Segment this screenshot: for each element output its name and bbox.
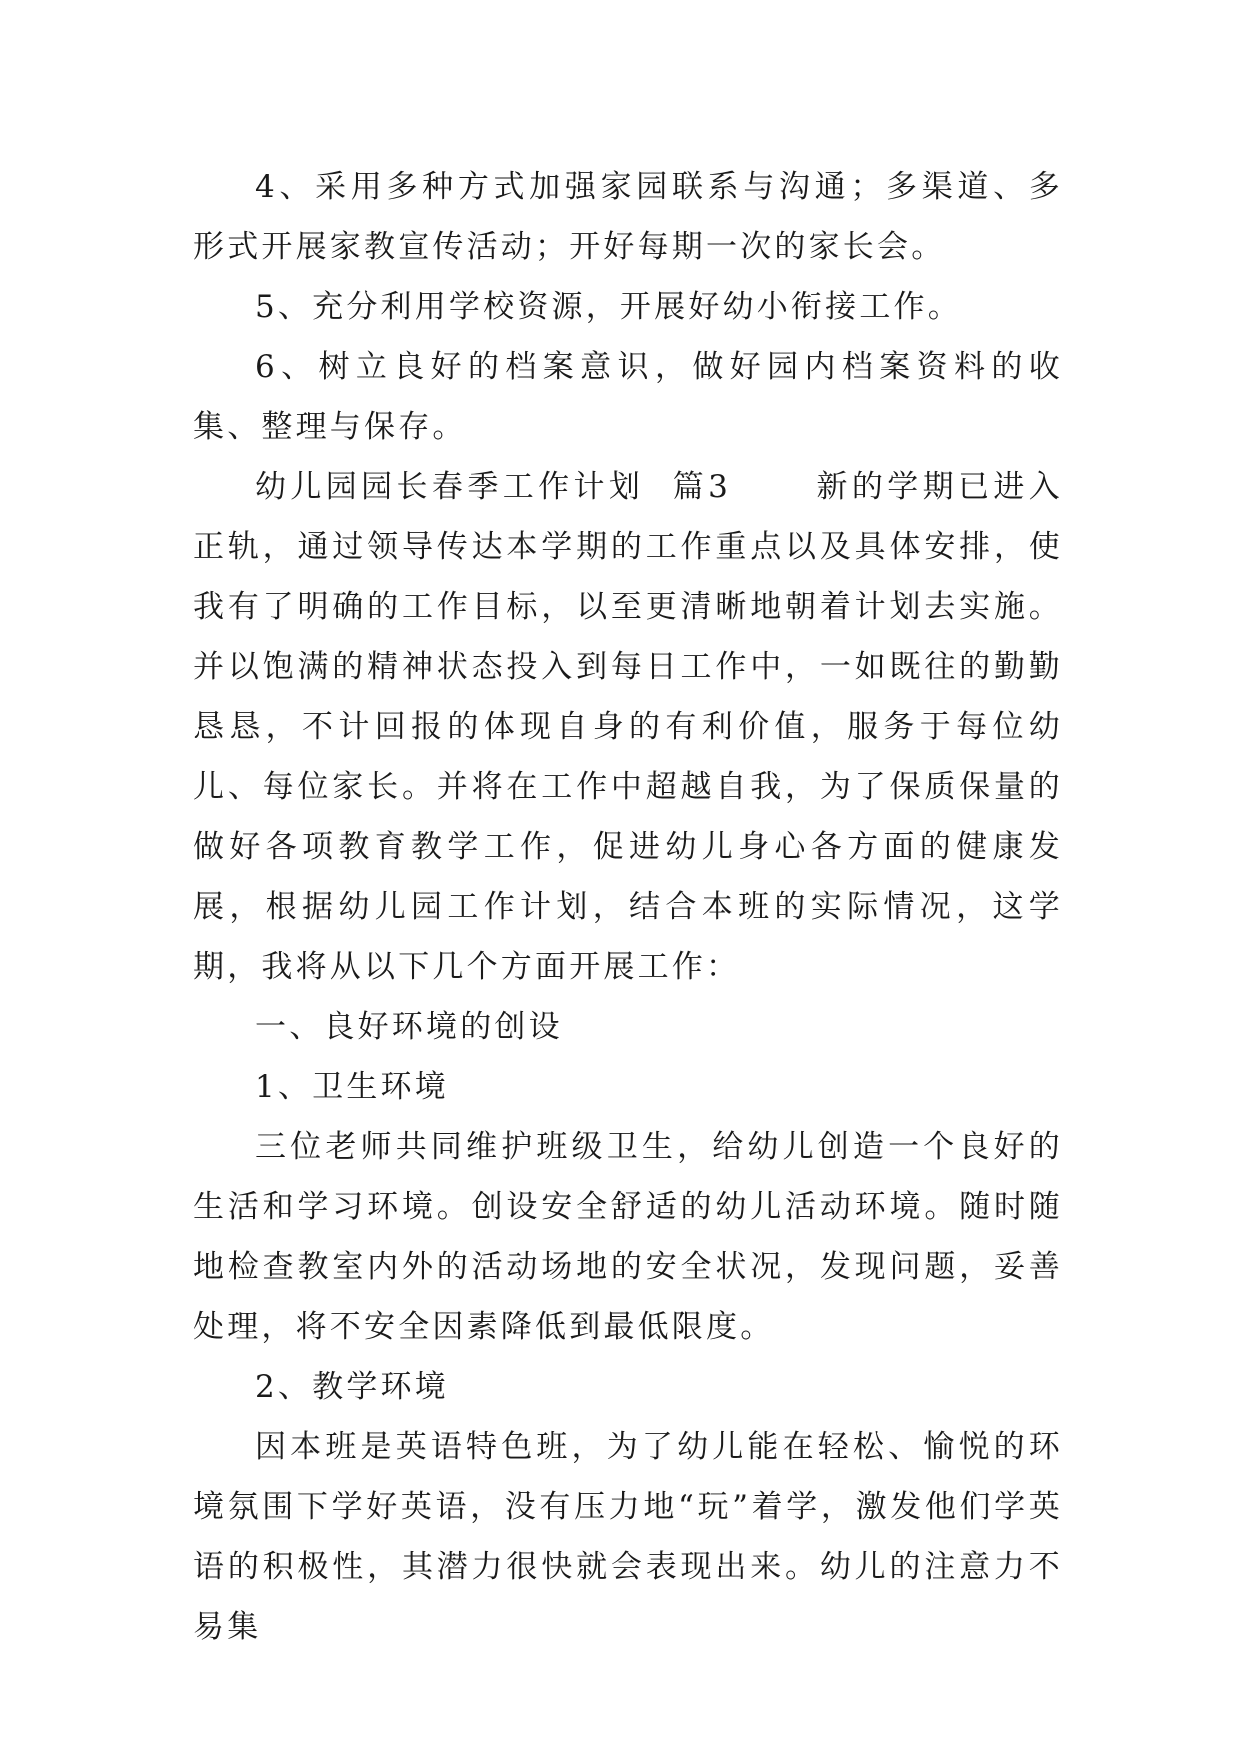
paragraph-item-5: 5、充分利用学校资源，开展好幼小衔接工作。 [255,289,962,325]
heading-environment: 一、良好环境的创设 [255,1009,563,1045]
paragraph-teaching: 因本班是英语特色班，为了幼儿能在轻松、愉悦的环境氛围下学好英语，没有压力地“玩”着学，激发他们学英语的积极性，其潜力很快就会表现出来。幼儿的注意力不易集 [193,1429,1063,1645]
subheading-hygiene: 1、卫生环境 [255,1069,449,1105]
document-page [193,157,1063,1657]
paragraph-item-4: 4、采用多种方式加强家园联系与沟通；多渠道、多形式开展家教宣传活动；开好每期一次的家长会。 [193,169,1063,265]
subheading-teaching: 2、教学环境 [255,1369,449,1405]
paragraph-hygiene: 三位老师共同维护班级卫生，给幼儿创造一个良好的生活和学习环境。创设安全舒适的幼儿活动环境。随时随地检查教室内外的活动场地的安全状况，发现问题，妥善处理，将不安全因素降低到最低限度。 [193,1129,1063,1345]
paragraph-item-6: 6、树立良好的档案意识，做好园内档案资料的收集、整理与保存。 [193,349,1063,445]
paragraph-section-title: 幼儿园园长春季工作计划 篇3 新的学期已进入正轨，通过领导传达本学期的工作重点以及具体安排，使我有了明确的工作目标，以至更清晰地朝着计划去实施。并以饱满的精神状态投入到每日工作中，一如既往的勤勤恳恳，不计回报的体现自身的有利价值，服务于每位幼儿、每位家长。并将在工作中超越自我，为了保质保量的做好各项教育教学工作，促进幼儿身心各方面的健康发展，根据幼儿园工作计划，结合本班的实际情况，这学期，我将从以下几个方面开展工作： [193,469,1063,985]
